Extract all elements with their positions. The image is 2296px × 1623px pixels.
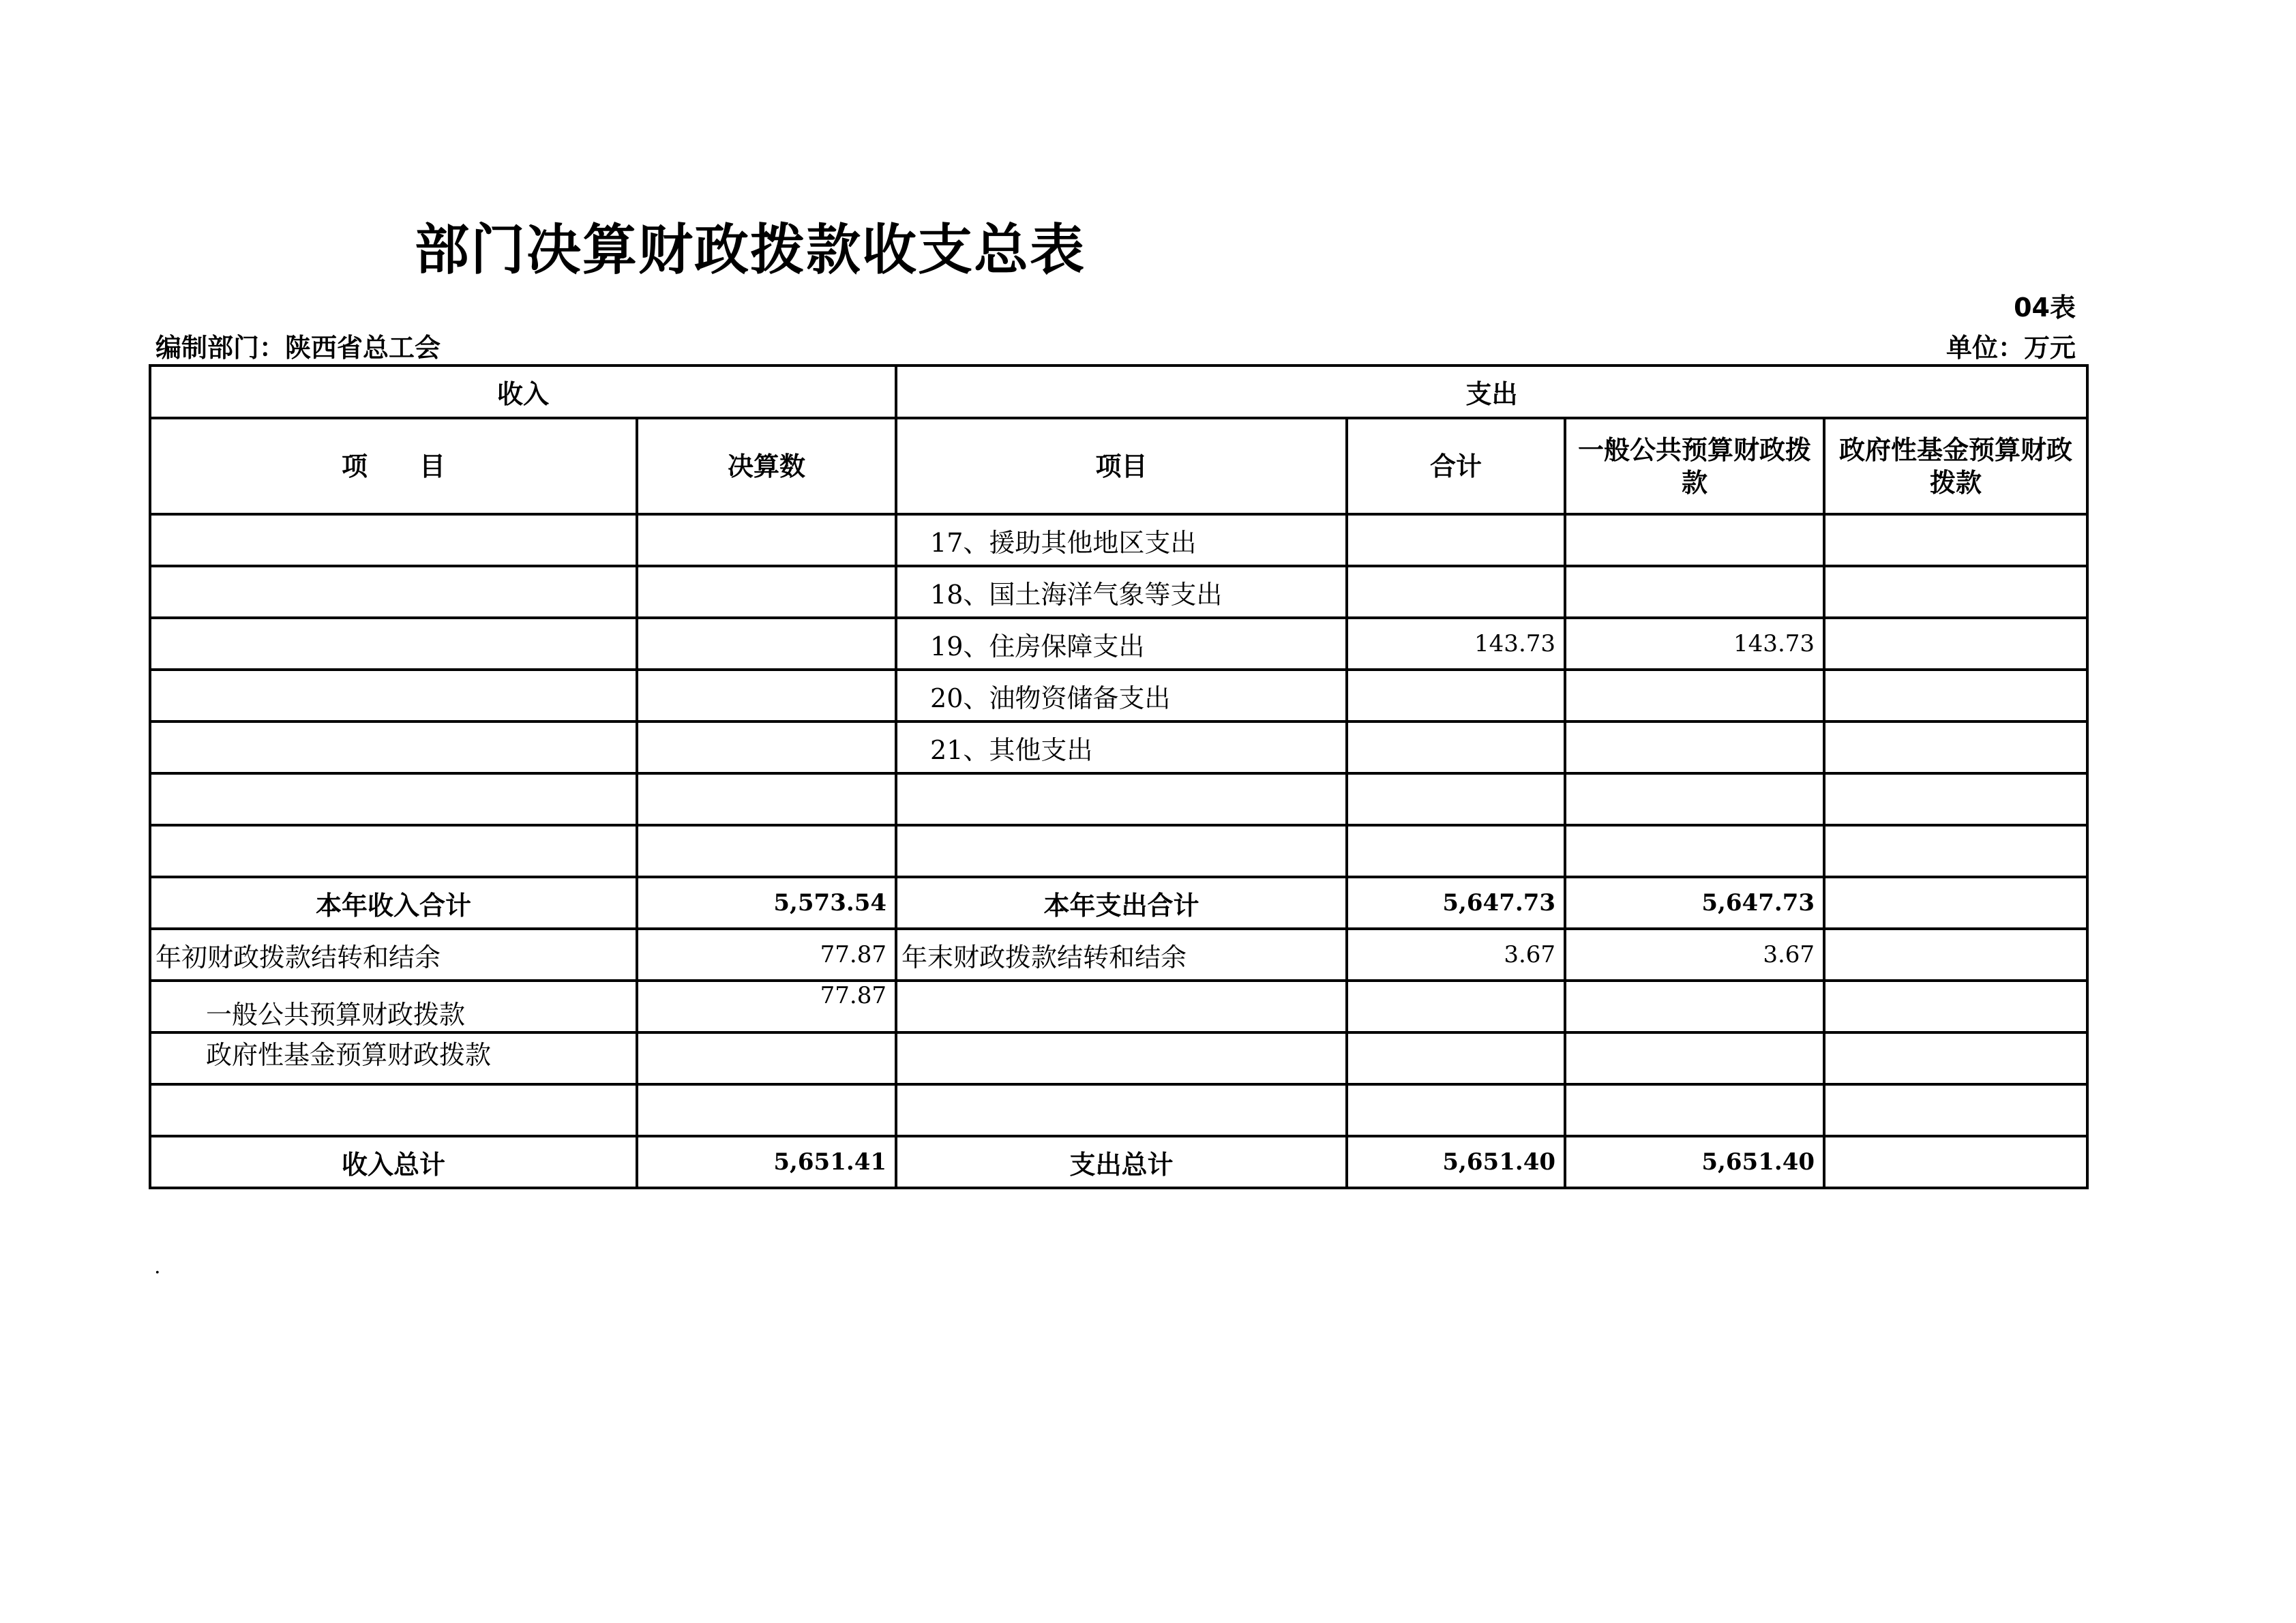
carry-row [150, 929, 2087, 981]
cell-fund [1824, 514, 2087, 566]
cell-in-amt [637, 618, 896, 670]
cell-in-amt [637, 670, 896, 721]
header-row-group [150, 366, 2087, 418]
cell-general [1565, 825, 1824, 877]
cell-total [1347, 670, 1565, 721]
cell-in-item [150, 773, 637, 825]
cell-out-item: 17、援助其他地区支出 [896, 514, 1347, 566]
year-total-row [150, 877, 2087, 929]
cell-in-item [150, 721, 637, 773]
table-row [150, 773, 2087, 825]
cell-in-item [150, 825, 637, 877]
cell-out-item: 20、油物资储备支出 [896, 670, 1347, 721]
cell-general [1565, 670, 1824, 721]
cell-in-item [150, 514, 637, 566]
cell-total [1347, 514, 1565, 566]
cell-fund [1824, 566, 2087, 618]
year-expense-general-value: 5,647.73 [1565, 877, 1824, 929]
header-expense: 支出 [896, 366, 2087, 418]
grand-expense-label: 支出总计 [896, 1136, 1347, 1188]
table-row [150, 825, 2087, 877]
department-label: 编制部门：陕西省总工会 [155, 333, 441, 363]
cell-general [1565, 566, 1824, 618]
year-income-total-value: 5,573.54 [637, 877, 896, 929]
header-gov-fund: 政府性基金预算财政拨款 [1824, 418, 2087, 514]
cell-total: 143.73 [1347, 618, 1565, 670]
carry-fund-row [150, 1032, 2087, 1084]
cell-total [1347, 566, 1565, 618]
header-final-amount: 决算数 [637, 418, 896, 514]
cell-total [1347, 773, 1565, 825]
cell-fund [1824, 618, 2087, 670]
cell-in-amt [637, 773, 896, 825]
carry-general-value: 77.87 [637, 981, 896, 1032]
grand-expense-general: 5,651.40 [1565, 1136, 1824, 1188]
cell-in-amt [637, 825, 896, 877]
carry-in-label: 年初财政拨款结转和结余 [150, 929, 637, 981]
header-general-budget: 一般公共预算财政拨款 [1565, 418, 1824, 514]
carry-out-total: 3.67 [1347, 929, 1565, 981]
year-income-total-label: 本年收入合计 [150, 877, 637, 929]
year-expense-total-value: 5,647.73 [1347, 877, 1565, 929]
budget-table [149, 364, 2089, 1189]
grand-total-row [150, 1136, 2087, 1188]
cell-out-item [896, 773, 1347, 825]
table-row [150, 566, 2087, 618]
cell-out-item: 18、国土海洋气象等支出 [896, 566, 1347, 618]
page-title: 部门决算财政拨款收支总表 [415, 218, 1086, 282]
carry-out-general: 3.67 [1565, 929, 1824, 981]
cell-general: 143.73 [1565, 618, 1824, 670]
cell-in-amt [637, 514, 896, 566]
cell-out-item: 21、其他支出 [896, 721, 1347, 773]
cell-fund [1824, 825, 2087, 877]
header-income: 收入 [150, 366, 896, 418]
header-item: 项 目 [150, 418, 637, 514]
table-row [150, 514, 2087, 566]
grand-income-label: 收入总计 [150, 1136, 637, 1188]
carry-general-row [150, 981, 2087, 1032]
cell-in-item [150, 670, 637, 721]
cell-total [1347, 721, 1565, 773]
table-row [150, 618, 2087, 670]
cell-in-item [150, 566, 637, 618]
carry-in-value: 77.87 [637, 929, 896, 981]
cell-in-amt [637, 566, 896, 618]
carry-out-fund [1824, 929, 2087, 981]
cell-general [1565, 514, 1824, 566]
carry-fund-value [637, 1032, 896, 1084]
header-expense-item: 项目 [896, 418, 1347, 514]
unit-label: 单位：万元 [1945, 333, 2076, 363]
cell-in-amt [637, 721, 896, 773]
cell-fund [1824, 670, 2087, 721]
cell-fund [1824, 773, 2087, 825]
cell-total [1347, 825, 1565, 877]
cell-fund [1824, 721, 2087, 773]
cell-general [1565, 721, 1824, 773]
sheet-number: 04表 [2014, 293, 2076, 323]
blank-row [150, 1084, 2087, 1136]
header-row-columns [150, 418, 2087, 514]
year-expense-total-label: 本年支出合计 [896, 877, 1347, 929]
footnote: . [154, 1255, 161, 1279]
year-expense-fund-value [1824, 877, 2087, 929]
table-row [150, 721, 2087, 773]
cell-out-item: 19、住房保障支出 [896, 618, 1347, 670]
cell-in-item [150, 618, 637, 670]
grand-income-value: 5,651.41 [637, 1136, 896, 1188]
cell-general [1565, 773, 1824, 825]
table-row [150, 670, 2087, 721]
grand-expense-fund [1824, 1136, 2087, 1188]
grand-expense-total: 5,651.40 [1347, 1136, 1565, 1188]
carry-out-label: 年末财政拨款结转和结余 [896, 929, 1347, 981]
cell-out-item [896, 825, 1347, 877]
carry-general-label: 一般公共预算财政拨款 [150, 981, 637, 1032]
carry-fund-label: 政府性基金预算财政拨款 [150, 1032, 637, 1084]
header-total: 合计 [1347, 418, 1565, 514]
